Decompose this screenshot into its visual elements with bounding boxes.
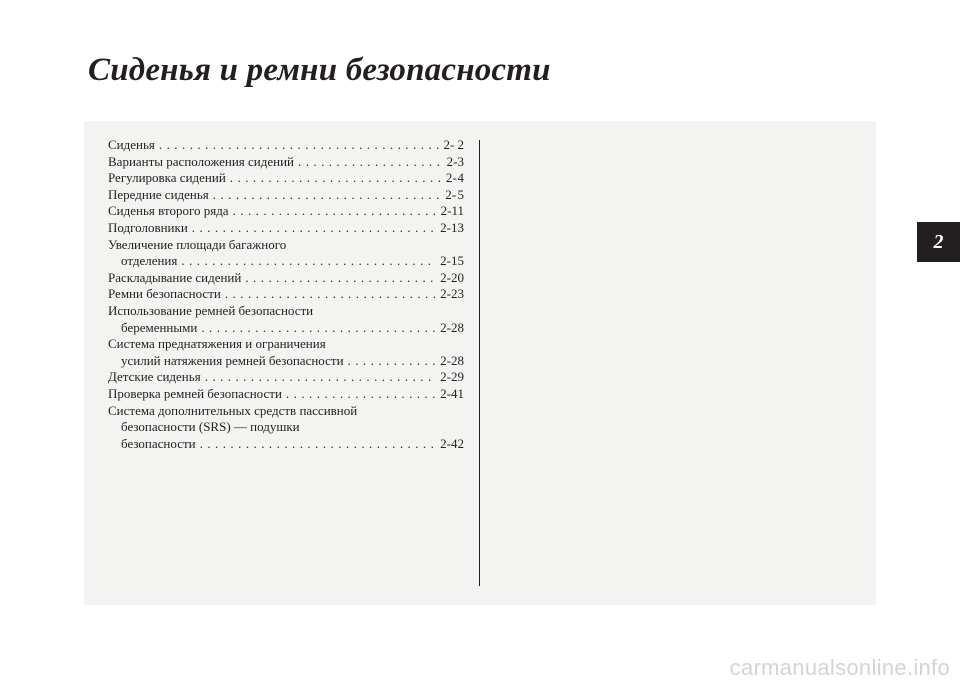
toc-page-number: 15 <box>451 253 464 269</box>
toc-chapter-number: 2- <box>440 319 451 335</box>
toc-entry-title: Регулировка сидений <box>108 170 226 186</box>
toc-entry[interactable] <box>108 270 464 287</box>
toc-chapter-number: 2- <box>440 286 451 302</box>
toc-line <box>108 203 464 220</box>
toc-entry-title: отделения <box>121 253 178 269</box>
toc-chapter-number: 2- <box>440 385 451 401</box>
toc-page-number: 20 <box>451 269 464 285</box>
toc-entry[interactable] <box>108 336 464 369</box>
toc-entry-title: Увеличение площади багажного <box>108 236 287 252</box>
toc-line <box>108 220 464 237</box>
toc-entry-title: Проверка ремней безопасности <box>108 385 282 401</box>
toc-page-number: 5 <box>457 186 464 202</box>
toc-line <box>108 419 464 436</box>
toc-entry[interactable] <box>108 386 464 403</box>
toc-entry[interactable] <box>108 237 464 270</box>
toc-entry-title: Система дополнительных средств пассивной <box>108 402 358 418</box>
toc-line <box>108 436 464 453</box>
toc-entry-title: Варианты расположения сидений <box>108 153 294 169</box>
toc-entry[interactable] <box>108 203 464 220</box>
toc-entry-title: Детские сиденья <box>108 369 201 385</box>
toc-leader-dots <box>177 253 436 270</box>
toc-line <box>108 336 464 353</box>
toc-leader-dots <box>241 270 436 287</box>
toc-page-number: 28 <box>451 352 464 368</box>
toc-entry[interactable] <box>108 154 464 171</box>
table-of-contents <box>108 137 464 452</box>
toc-chapter-number: 2- <box>440 219 451 235</box>
page-title: Сиденья и ремни безопасности <box>88 52 551 88</box>
toc-chapter-number: 2- <box>443 137 455 152</box>
toc-page-number: 42 <box>451 435 464 451</box>
toc-line <box>108 403 464 420</box>
toc-chapter-number: 2- <box>440 352 451 368</box>
toc-leader-dots <box>221 286 436 303</box>
toc-leader-dots <box>226 170 442 187</box>
toc-line <box>108 320 464 337</box>
toc-entry[interactable] <box>108 137 464 154</box>
toc-entry-title: Подголовники <box>108 219 188 235</box>
toc-entry-title: Сиденья <box>108 137 155 152</box>
toc-line <box>108 286 464 303</box>
toc-page-number: 3 <box>457 153 464 169</box>
toc-page-number: 23 <box>451 286 464 302</box>
chapter-tab[interactable]: 2 <box>917 222 960 262</box>
toc-leader-dots <box>197 320 436 337</box>
toc-page-number: 11 <box>451 203 464 219</box>
toc-line <box>108 386 464 403</box>
toc-entry-title: Система преднатяжения и ограничения <box>108 336 326 352</box>
toc-line <box>108 170 464 187</box>
toc-line <box>108 303 464 320</box>
toc-page-number: 4 <box>457 170 464 186</box>
toc-chapter-number: 2- <box>445 170 457 186</box>
toc-entry[interactable] <box>108 369 464 386</box>
toc-leader-dots <box>209 187 441 204</box>
toc-line <box>108 369 464 386</box>
toc-chapter-number: 2- <box>440 253 451 269</box>
toc-leader-dots <box>344 353 437 370</box>
toc-leader-dots <box>229 203 437 220</box>
toc-entry[interactable] <box>108 403 464 453</box>
toc-chapter-number: 2- <box>440 435 451 451</box>
toc-leader-dots <box>196 436 437 453</box>
toc-entry-title: безопасности (SRS) — подушки <box>121 419 300 435</box>
toc-chapter-number: 2- <box>445 186 457 202</box>
toc-entry[interactable] <box>108 170 464 187</box>
toc-line <box>108 137 464 154</box>
column-divider <box>479 140 480 586</box>
toc-chapter-number: 2- <box>440 203 452 219</box>
toc-chapter-number: 2- <box>446 153 458 169</box>
toc-entry-title: Использование ремней безопасности <box>108 302 314 318</box>
toc-line <box>108 154 464 171</box>
toc-leader-dots <box>282 386 436 403</box>
toc-page-number: 28 <box>451 319 464 335</box>
toc-chapter-number: 2- <box>440 369 451 385</box>
toc-page-number: 13 <box>451 219 464 235</box>
toc-entry-title: Сиденья второго ряда <box>108 203 229 219</box>
toc-line <box>108 353 464 370</box>
toc-line <box>108 187 464 204</box>
toc-line <box>108 270 464 287</box>
toc-leader-dots <box>188 220 436 237</box>
toc-entry-title: беременными <box>121 319 198 335</box>
toc-page-number: 2 <box>457 137 464 152</box>
toc-line <box>108 237 464 254</box>
toc-line <box>108 253 464 270</box>
toc-entry[interactable] <box>108 286 464 303</box>
toc-entry[interactable] <box>108 220 464 237</box>
toc-entry[interactable] <box>108 187 464 204</box>
toc-page-number: 41 <box>451 385 464 401</box>
watermark: carmanualsonline.info <box>729 655 950 680</box>
toc-leader-dots <box>201 369 436 386</box>
toc-entry-title: усилий натяжения ремней безопасности <box>121 352 344 368</box>
toc-entry-title: Ремни безопасности <box>108 286 221 302</box>
toc-entry-title: безопасности <box>121 435 196 451</box>
toc-entry-title: Раскладывание сидений <box>108 269 242 285</box>
toc-leader-dots <box>294 154 443 171</box>
toc-leader-dots <box>155 137 440 154</box>
toc-entry-title: Передние сиденья <box>108 186 209 202</box>
toc-page-number: 29 <box>451 369 464 385</box>
toc-chapter-number: 2- <box>440 269 451 285</box>
toc-entry[interactable] <box>108 303 464 336</box>
